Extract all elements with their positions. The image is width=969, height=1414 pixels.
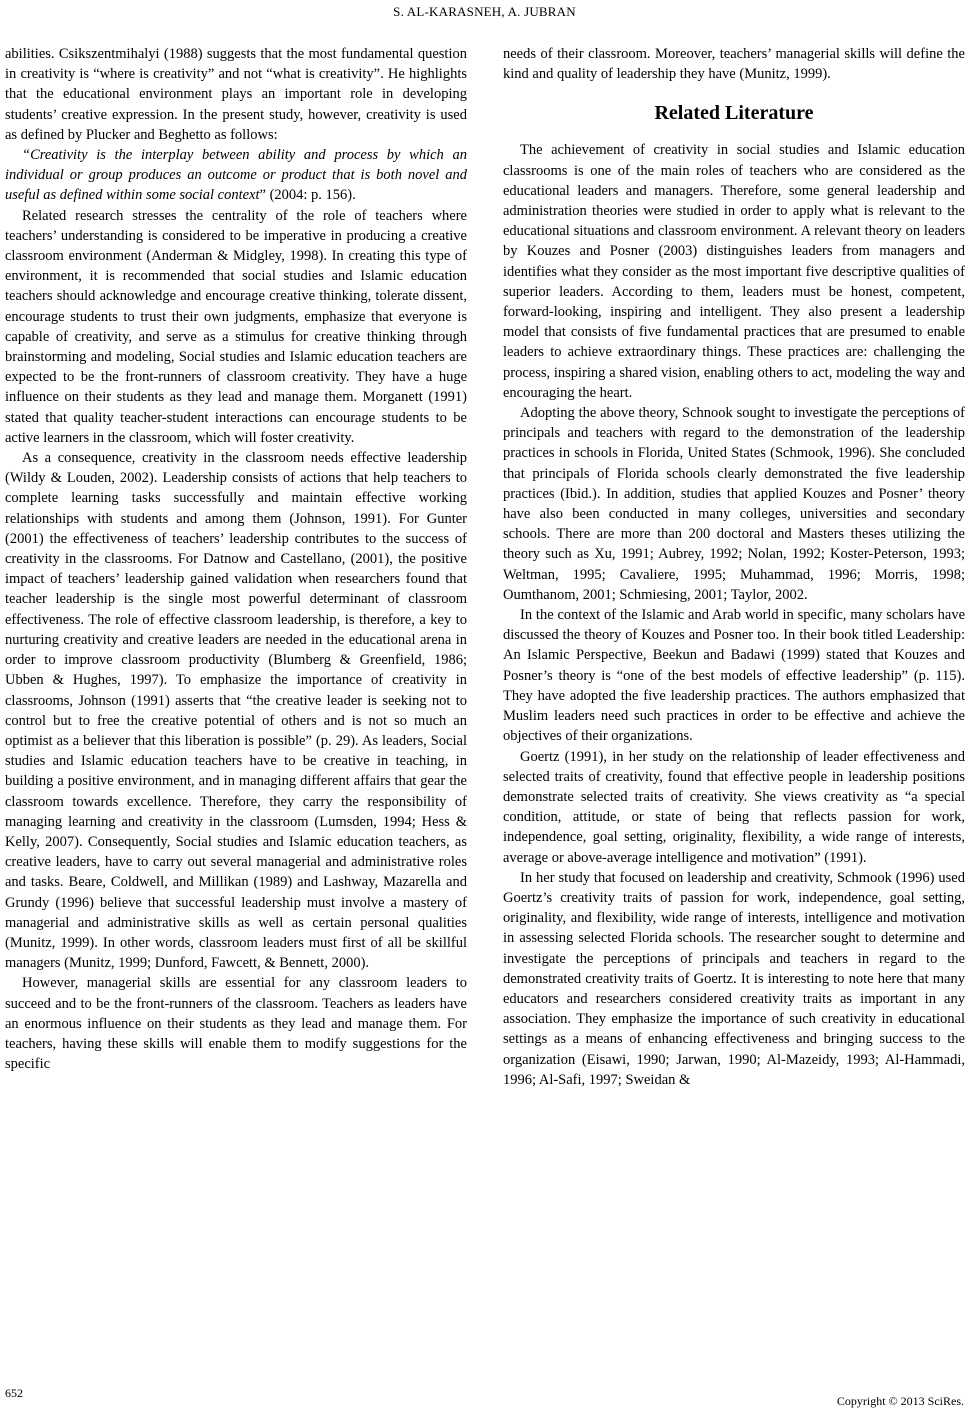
copyright-notice: Copyright © 2013 SciRes. [836,1394,964,1408]
quote-citation: ” (2004: p. 156). [259,187,356,204]
paragraph: As a consequence, creativity in the classroom needs effective leadership (Wildy & Louden, 2002). Leadership consists of actions that help teachers to complete learning tasks successfully and maintain effective working relationships with students and among them (Johnson, 1991). For Gunter (2001) the effectiveness of teachers’ leadership contributes to the success of creativity in the classrooms. For Datnow and Castellano, (2001), the positive impact of teachers’ leadership gained validation when researchers found that teacher leadership is the single most powerful determinant of classroom effectiveness. The role of effective classroom leadership, is therefore, a key to nurturing creativity and creative leaders are needed in the educational arena in order to improve classroom productivity (Blumberg & Greenfield, 1986; Ubben & Hughes, 1997). To emphasize the importance of creativity in classrooms, Johnson (1991) asserts that “the creative leader is seeking not to control but to free the creative potential of others and is not so much an optimist as a believer that this liberation is possible” (p. 29). As leaders, Social studies and Islamic education teachers have to be creative in teaching, in building a positive environment, and in managing different affairs that gear the classroom towards excellence. Therefore, they carry the responsibility of managing learning and creativity in the classroom (Lumsden, 1994; Hess & Kelly, 2007). Consequently, Social studies and Islamic education teachers, as creative leaders, have to carry out several managerial and administrative roles and tasks. Beare, Coldwell, and Millikan (1989) and Lashway, Mazarella and Grundy (1996) believe that successful leadership must involve a mastery of managerial and administrative skills as well as certain personal qualities (Munitz, 1999). In other words, classroom leaders must first of all be skillful managers (Munitz, 1999; Dunford, Fawcett, & Bennett, 2000). [5,450,467,972]
paragraph: In her study that focused on leadership and creativity, Schmook (1996) used Goertz’s creativity traits of passion for work, independence, goal setting, originality, and flexibility, wide range of interests, intelligence and motivation in assessing selected Florida schools. The researcher sought to determine and investigate the perceptions of principals and teachers in regard to the demonstrated creativity traits of Goertz. It is interesting to note here that many educators and researchers considered creativity traits as important in any association. They emphasize the importance of such creativity in educational settings as a means of enhancing effectiveness and bringing success to the organization (Eisawi, 1990; Jarwan, 1990; Al-Mazeidy, 1993; Al-Hammadi, 1996; Al-Safi, 1997; Sweidan & [503,869,965,1088]
paragraph: The achievement of creativity in social studies and Islamic education classrooms is one of the main roles of teachers who are considered as the educational leaders and managers. Therefore, some general leadership and administration theories were studied in order to apply what is relevant to the educational situations and classroom environment. A relevant theory on leaders by Kouzes and Posner (2003) distinguishes leaders from managers and identifies what they consider as the most important five descriptive qualities of superior leaders. According to them, leaders must be honest, competent, forward-looking, inspiring and intelligent. They also present a leadership model that consists of five fundamental practices that are presumed to enable leaders to achieve extraordinary things. These practices are: challenging the process, inspiring a shared vision, enabling others to act, modeling the way and encouraging the heart. [503,142,965,401]
running-head: S. AL-KARASNEH, A. JUBRAN [393,4,576,19]
paragraph: needs of their classroom. Moreover, teachers’ managerial skills will define the kind and quality of leadership they have (Munitz, 1999). [503,46,965,83]
right-column [503,44,965,1090]
paragraph: abilities. Csikszentmihalyi (1988) suggests that the most fundamental question in creativity is “where is creativity” and not “what is creativity”. He highlights that the educational environment plays an important role in developing students’ creative expression. In the present study, however, creativity is used as defined by Plucker and Beghetto as follows: [5,46,467,143]
paragraph: In the context of the Islamic and Arab world in specific, many scholars have discussed the theory of Kouzes and Posner too. In their book titled Leadership: An Islamic Perspective, Beekun and Badawi (1999) stated that Kouzes and Posner’s theory is “one of the best models of effective leadership” (p. 115). They have adopted the five leadership practices. The authors emphasized that Muslim leaders need such practices in order to be effective and achieve the objectives of their organizations. [503,607,965,745]
quote-text: “Creativity is the interplay between ability and process by which an individual or group produces an outcome or product that is both novel and useful as defined within some social context [5,147,467,204]
left-column [5,44,467,1074]
paragraph: However, managerial skills are essential for any classroom leaders to succeed and to be the front-runners of the classroom. Teachers as leaders have an enormous influence on their students as they lead and manage them. For teachers, having these skills will enable them to modify suggestions for the specific [5,975,467,1073]
page-number: 652 [5,1386,23,1400]
section-heading: Related Literature [654,102,814,125]
creativity-definition-quote [5,145,467,206]
paragraph: Related research stresses the centrality of the role of teachers where teachers’ understanding is considered to be imperative in producing a creative classroom environment (Anderman & Midgley, 1998). In creating this type of environment, it is recommended that social studies and Islamic education teachers should acknowledge and encourage creative thinking, tolerate dissent, encourage students to trust their own judgments, emphasize that everyone is capable of creativity, and serve as a stimulus for creative thinking through brainstorming and modeling, Social studies and Islamic education teachers are expected to be the front-runners of classroom creativity. They have a huge influence on their students as they lead and manage them. Morganett (1991) stated that quality teacher-student interactions can encourage students to be active learners in the classroom, which will foster creativity. [5,207,467,446]
paragraph: Goertz (1991), in her study on the relationship of leader effectiveness and selected traits of creativity, found that effective people in leadership positions demonstrate selected traits of creativity. She views creativity as “a special condition, attitude, or state of being that reflects passion for work, independence, goal setting, originality, flexibility, a wide range of interests, average or above-average intelligence and motivation” (1991). [503,748,965,866]
paragraph: Adopting the above theory, Schnook sought to investigate the perceptions of principals and teachers with regard to the demonstration of the leadership practices in schools in Florida, United States (Schmook, 1996). She concluded that principals of Florida schools clearly demonstrated the five leadership practices (Ibid.). In addition, studies that applied Kouzes and Posner’ theory have also been conducted in many colleges, universities and secondary schools. There are more than 200 doctoral and Masters theses utilizing the theory such as Xu, 1991; Aubrey, 1992; Nolan, 1992; Koster-Peterson, 1993; Weltman, 1995; Cavaliere, 1995; Muhammad, 1996; Morris, 1998; Oumthanom, 2001; Schmiesing, 2001; Taylor, 2002. [503,405,965,603]
